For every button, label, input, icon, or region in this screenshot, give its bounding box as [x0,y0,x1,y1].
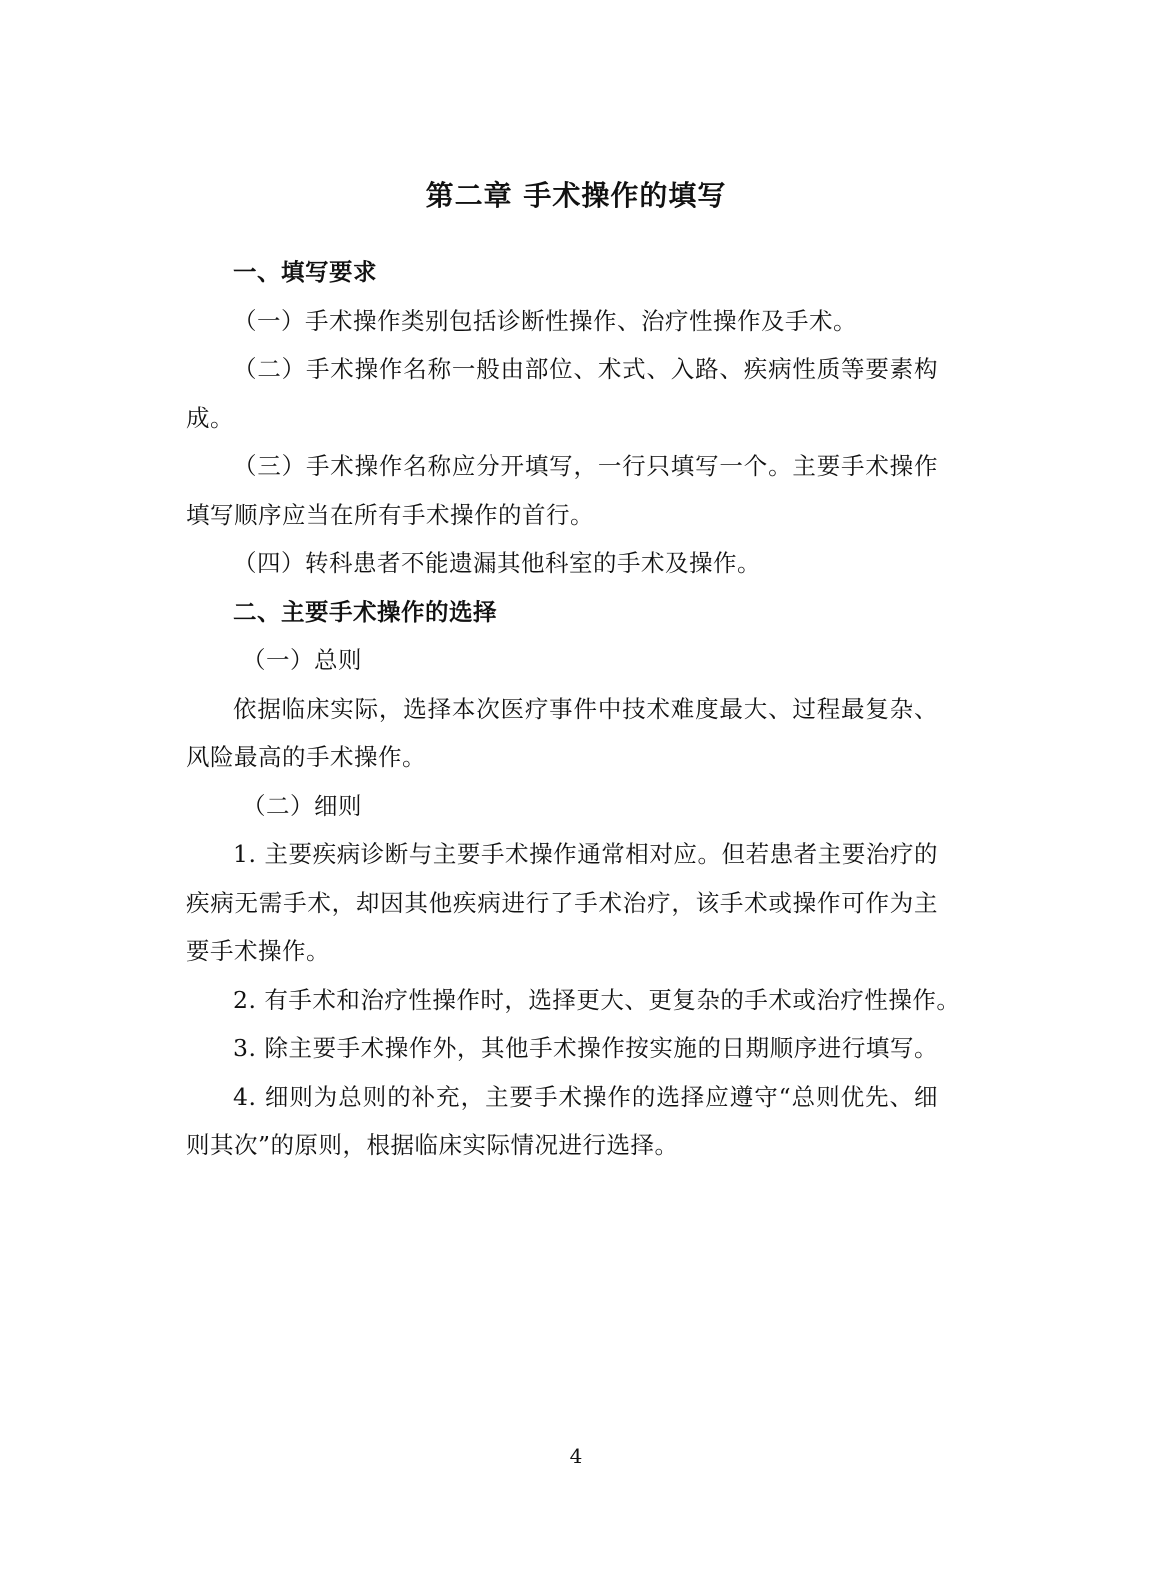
rule-1-line-3: 要手术操作。 [186,937,330,965]
subheading-general-principle: （一）总则 [242,646,362,674]
page-number: 4 [569,1444,583,1468]
rule-3: 3. 除主要手术操作外，其他手术操作按实施的日期顺序进行填写。 [233,1034,938,1062]
paragraph-requirement-2-line-1: （二）手术操作名称一般由部位、术式、入路、疾病性质等要素构 [233,355,938,383]
paragraph-requirement-3-line-2: 填写顺序应当在所有手术操作的首行。 [186,500,594,529]
paragraph-general-principle-line-2: 风险最高的手术操作。 [186,743,426,771]
rule-4-line-2: 则其次”的原则，根据临床实际情况进行选择。 [186,1131,679,1159]
section-heading-filling-requirements: 一、填写要求 [233,258,377,286]
subheading-detailed-rules: （二）细则 [242,791,362,820]
paragraph-requirement-1: （一）手术操作类别包括诊断性操作、治疗性操作及手术。 [233,306,857,335]
chapter-body [186,248,961,1170]
chapter-title: 第二章 手术操作的填写 [425,179,727,212]
paragraph-general-principle-line-1: 依据临床实际，选择本次医疗事件中技术难度最大、过程最复杂、 [233,694,938,723]
paragraph-requirement-2-line-2: 成。 [186,403,234,432]
rule-1-line-1: 1. 主要疾病诊断与主要手术操作通常相对应。但若患者主要治疗的 [233,840,938,868]
rule-4-line-1: 4. 细则为总则的补充，主要手术操作的选择应遵守“总则优先、细 [233,1082,938,1111]
paragraph-requirement-4: （四）转科患者不能遗漏其他科室的手术及操作。 [233,549,761,577]
rule-2: 2. 有手术和治疗性操作时，选择更大、更复杂的手术或治疗性操作。 [233,985,961,1014]
section-heading-main-procedure-selection: 二、主要手术操作的选择 [233,597,497,626]
rule-1-line-2: 疾病无需手术，却因其他疾病进行了手术治疗，该手术或操作可作为主 [186,888,938,917]
paragraph-requirement-3-line-1: （三）手术操作名称应分开填写，一行只填写一个。主要手术操作 [233,452,938,480]
